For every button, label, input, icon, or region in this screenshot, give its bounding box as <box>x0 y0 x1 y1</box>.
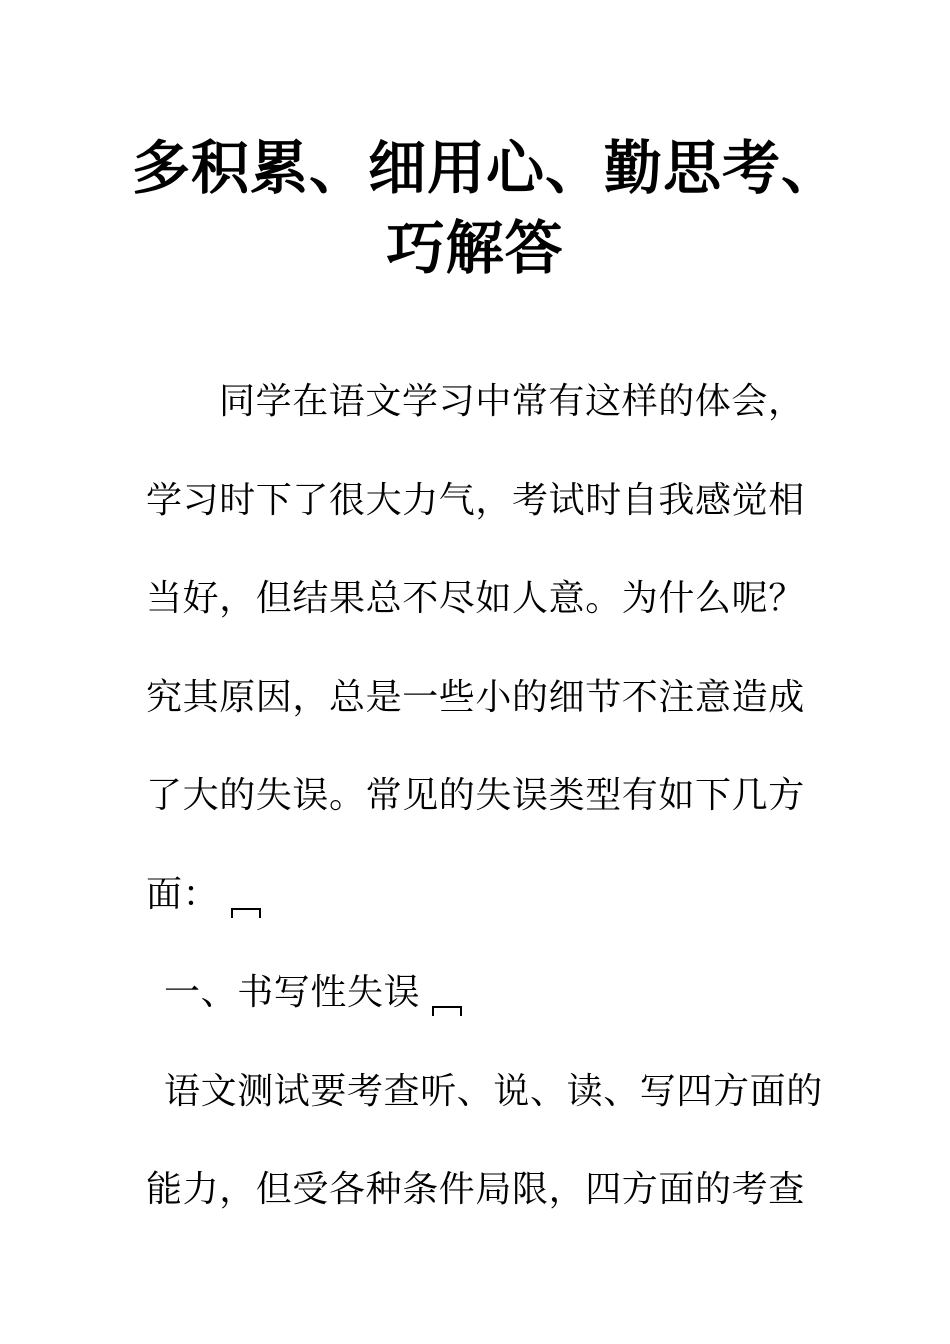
section-heading <box>146 963 826 1062</box>
paragraph-line <box>146 865 826 964</box>
paragraph-line <box>146 372 826 471</box>
line-text: 了大的失误。常见的失误类型有如下几方 <box>146 775 805 816</box>
document-title <box>0 128 950 288</box>
section-heading-text: 一、书写性失误 <box>164 972 421 1013</box>
line-text: 能力，但受各种条件局限，四方面的考查 <box>146 1169 805 1210</box>
line-text: 当好，但结果总不尽如人意。为什么呢？ <box>146 578 805 619</box>
line-text: 同学在语文学习中常有这样的体会， <box>219 381 805 422</box>
paragraph-mark-icon <box>231 908 261 918</box>
paragraph-line <box>146 471 826 570</box>
paragraph-line <box>146 668 826 767</box>
title-line-1: 多积累、细用心、勤思考、 <box>131 134 840 202</box>
paragraph-line <box>146 1160 826 1259</box>
title-line-2: 巧解答 <box>386 214 564 282</box>
document-body <box>146 372 826 1259</box>
paragraph-line <box>146 766 826 865</box>
line-text: 究其原因，总是一些小的细节不注意造成 <box>146 676 805 718</box>
paragraph-line <box>146 569 826 668</box>
line-text: 语文测试要考查听、说、读、写四方面的 <box>164 1070 823 1112</box>
line-text: 面： <box>146 873 220 915</box>
line-text: 学习时下了很大力气，考试时自我感觉相 <box>146 479 805 521</box>
paragraph-line <box>146 1062 826 1161</box>
paragraph-mark-icon <box>432 1006 462 1016</box>
